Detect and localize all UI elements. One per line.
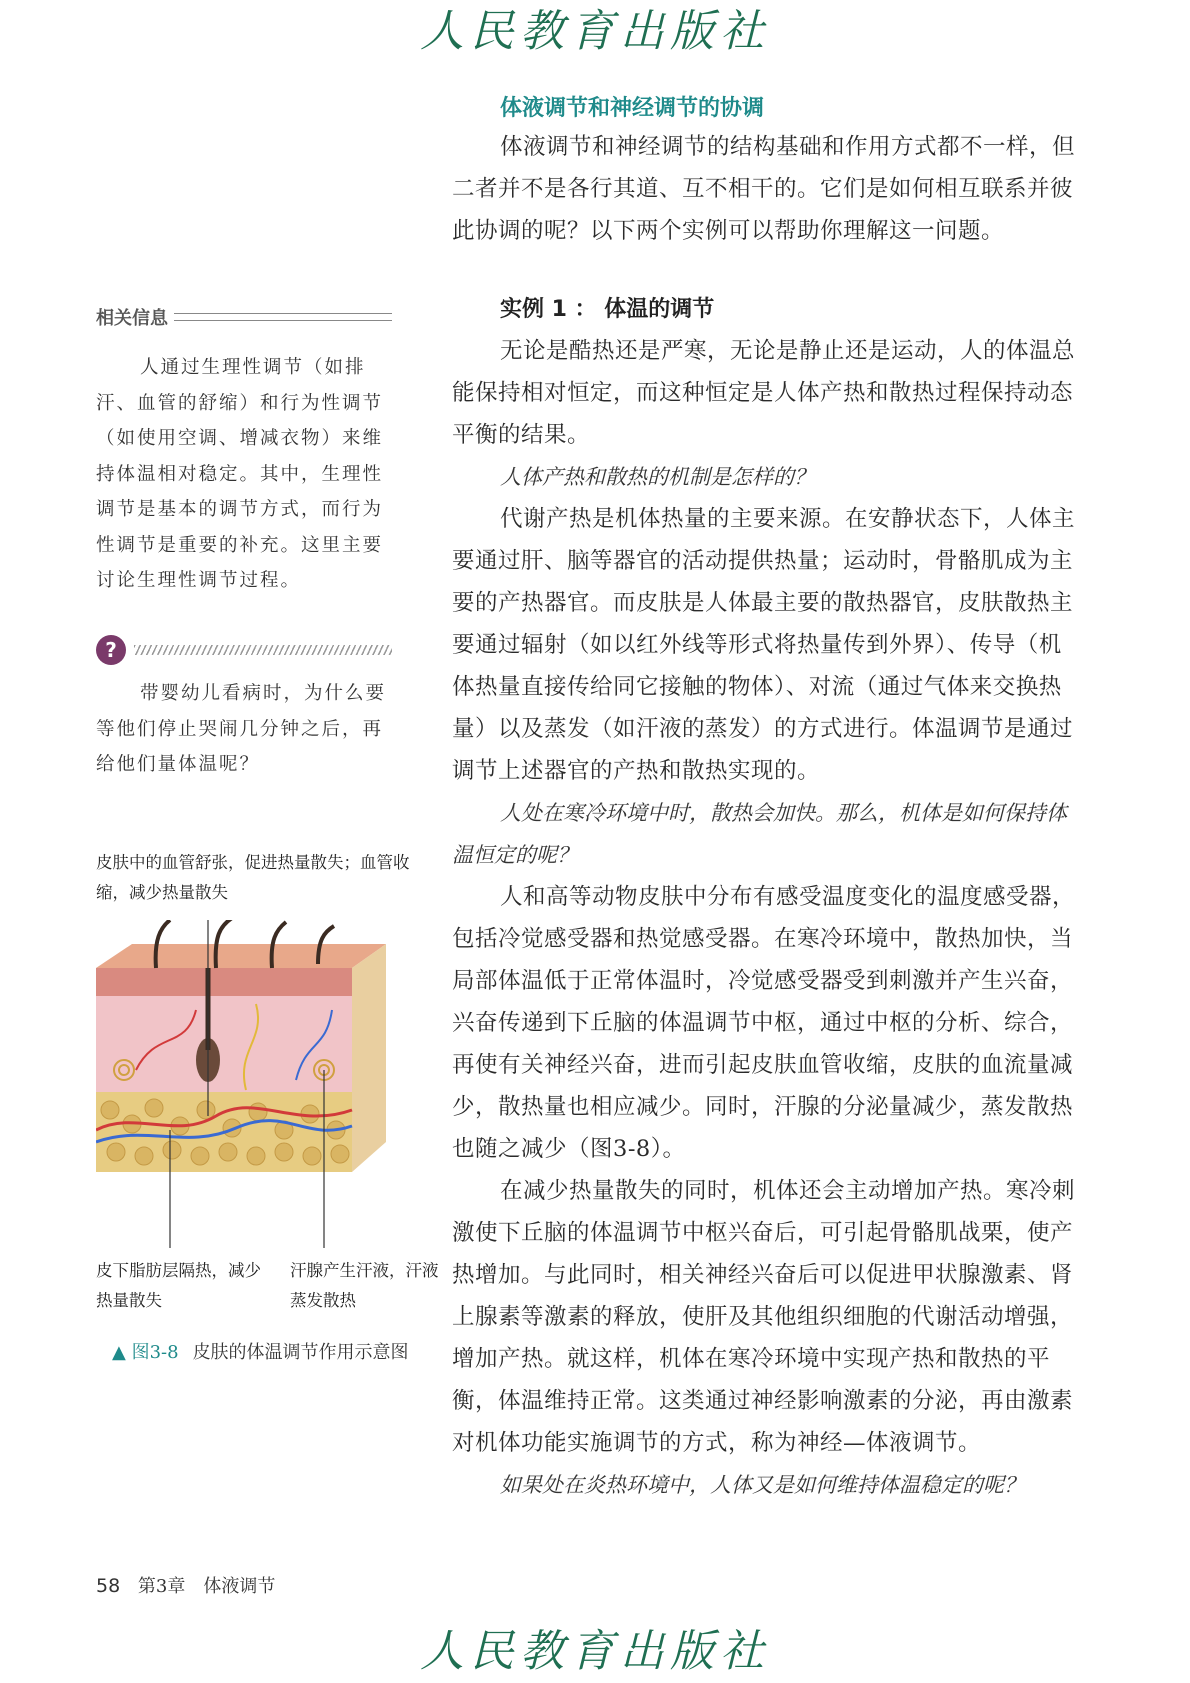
question-3: 如果处在炎热环境中，人体又是如何维持体温稳定的呢？	[500, 1473, 1025, 1497]
section-title: 体液调节和神经调节的协调	[500, 96, 765, 121]
question-icon: ?	[96, 635, 126, 665]
figure-label-sweat: 汗腺产生汗液，汗液蒸发散热	[290, 1261, 439, 1310]
main-column	[452, 92, 1080, 1506]
skin-top-surface	[96, 944, 386, 968]
skin-diagram	[96, 920, 396, 1250]
skin-side-face	[352, 944, 386, 1172]
epidermis-layer	[96, 968, 352, 996]
paragraph-1: 无论是酷热还是严寒，无论是静止还是运动，人的体温总能保持相对恒定，而这种恒定是人体产热和散热过程保持动态平衡的结果。	[452, 338, 1076, 448]
related-info-text: 人通过生理性调节（如排汗、血管的舒缩）和行为性调节（如使用空调、增减衣物）来维持体温相对稳定。其中，生理性调节是基本的调节方式，而行为性调节是重要的补充。这里主要讨论生理性调节过程。	[96, 357, 384, 591]
question-1: 人体产热和散热的机制是怎样的？	[500, 465, 815, 489]
dermis-layer	[96, 996, 352, 1092]
paragraph-4: 在减少热量散失的同时，机体还会主动增加产热。寒冷刺激使下丘脑的体温调节中枢兴奋后，可引起骨骼肌战栗，使产热增加。与此同时，相关神经兴奋后可以促进甲状腺激素、肾上腺素等激素的释放，使肝及其他组织细胞的代谢活动增强，增加产热。就这样，机体在寒冷环境中实现产热和散热的平衡，体温维持正常。这类通过神经影响激素的分泌，再由激素对机体功能实施调节的方式，称为神经—体液调节。	[452, 1178, 1076, 1456]
hatch-rule	[134, 645, 392, 655]
figure-caption	[112, 1338, 412, 1368]
publisher-logo-bottom: 人民教育出版社	[420, 1626, 770, 1677]
figure-label-fat: 皮下脂肪层隔热，减少热量散失	[96, 1261, 261, 1310]
intro-paragraph: 体液调节和神经调节的结构基础和作用方式都不一样，但二者并不是各行其道、互不相干的。它们是如何相互联系并彼此协调的呢？以下两个实例可以帮助你理解这一问题。	[452, 134, 1076, 244]
page-number: 58	[96, 1575, 121, 1597]
figure-label-vessels: 皮肤中的血管舒张，促进热量散失；血管收缩，减少热量散失	[96, 853, 410, 902]
publisher-logo-top: 人民教育出版社	[420, 6, 770, 57]
question-header	[96, 632, 392, 668]
paragraph-2: 代谢产热是机体热量的主要来源。在安静状态下，人体主要通过肝、脑等器官的活动提供热量；运动时，骨骼肌成为主要的产热器官。而皮肤是人体最主要的散热器官，皮肤散热主要通过辐射（如以红外线等形式将热量传到外界）、传导（机体热量直接传给同它接触的物体）、对流（通过气体来交换热量）以及蒸发（如汗液的蒸发）的方式进行。体温调节是通过调节上述器官的产热和散热实现的。	[452, 506, 1076, 784]
page-footer	[96, 1572, 275, 1598]
chapter-label: 第3章 体液调节	[137, 1576, 276, 1597]
figure-caption-text: 皮肤的体温调节作用示意图	[192, 1342, 409, 1363]
sidebar-question-text: 带婴幼儿看病时，为什么要等他们停止哭闹几分钟之后，再给他们量体温呢？	[96, 683, 387, 775]
figure-number: ▲ 图3-8	[112, 1342, 179, 1363]
related-info-header	[96, 304, 392, 330]
related-info-title: 相关信息	[96, 308, 168, 329]
double-rule	[174, 313, 392, 321]
paragraph-3: 人和高等动物皮肤中分布有感受温度变化的温度感受器，包括冷觉感受器和热觉感受器。在寒冷环境中，散热加快，当局部体温低于正常体温时，冷觉感受器受到刺激并产生兴奋，兴奋传递到下丘脑的体温调节中枢，通过中枢的分析、综合，再使有关神经兴奋，进而引起皮肤血管收缩，皮肤的血流量减少，散热量也相应减少。同时，汗腺的分泌量减少，蒸发散热也随之减少（图3-8）。	[452, 884, 1076, 1162]
example-title: 实例 1 ： 体温的调节	[500, 297, 715, 322]
question-2: 人处在寒冷环境中时，散热会加快。那么，机体是如何保持体温恒定的呢？	[452, 801, 1067, 867]
